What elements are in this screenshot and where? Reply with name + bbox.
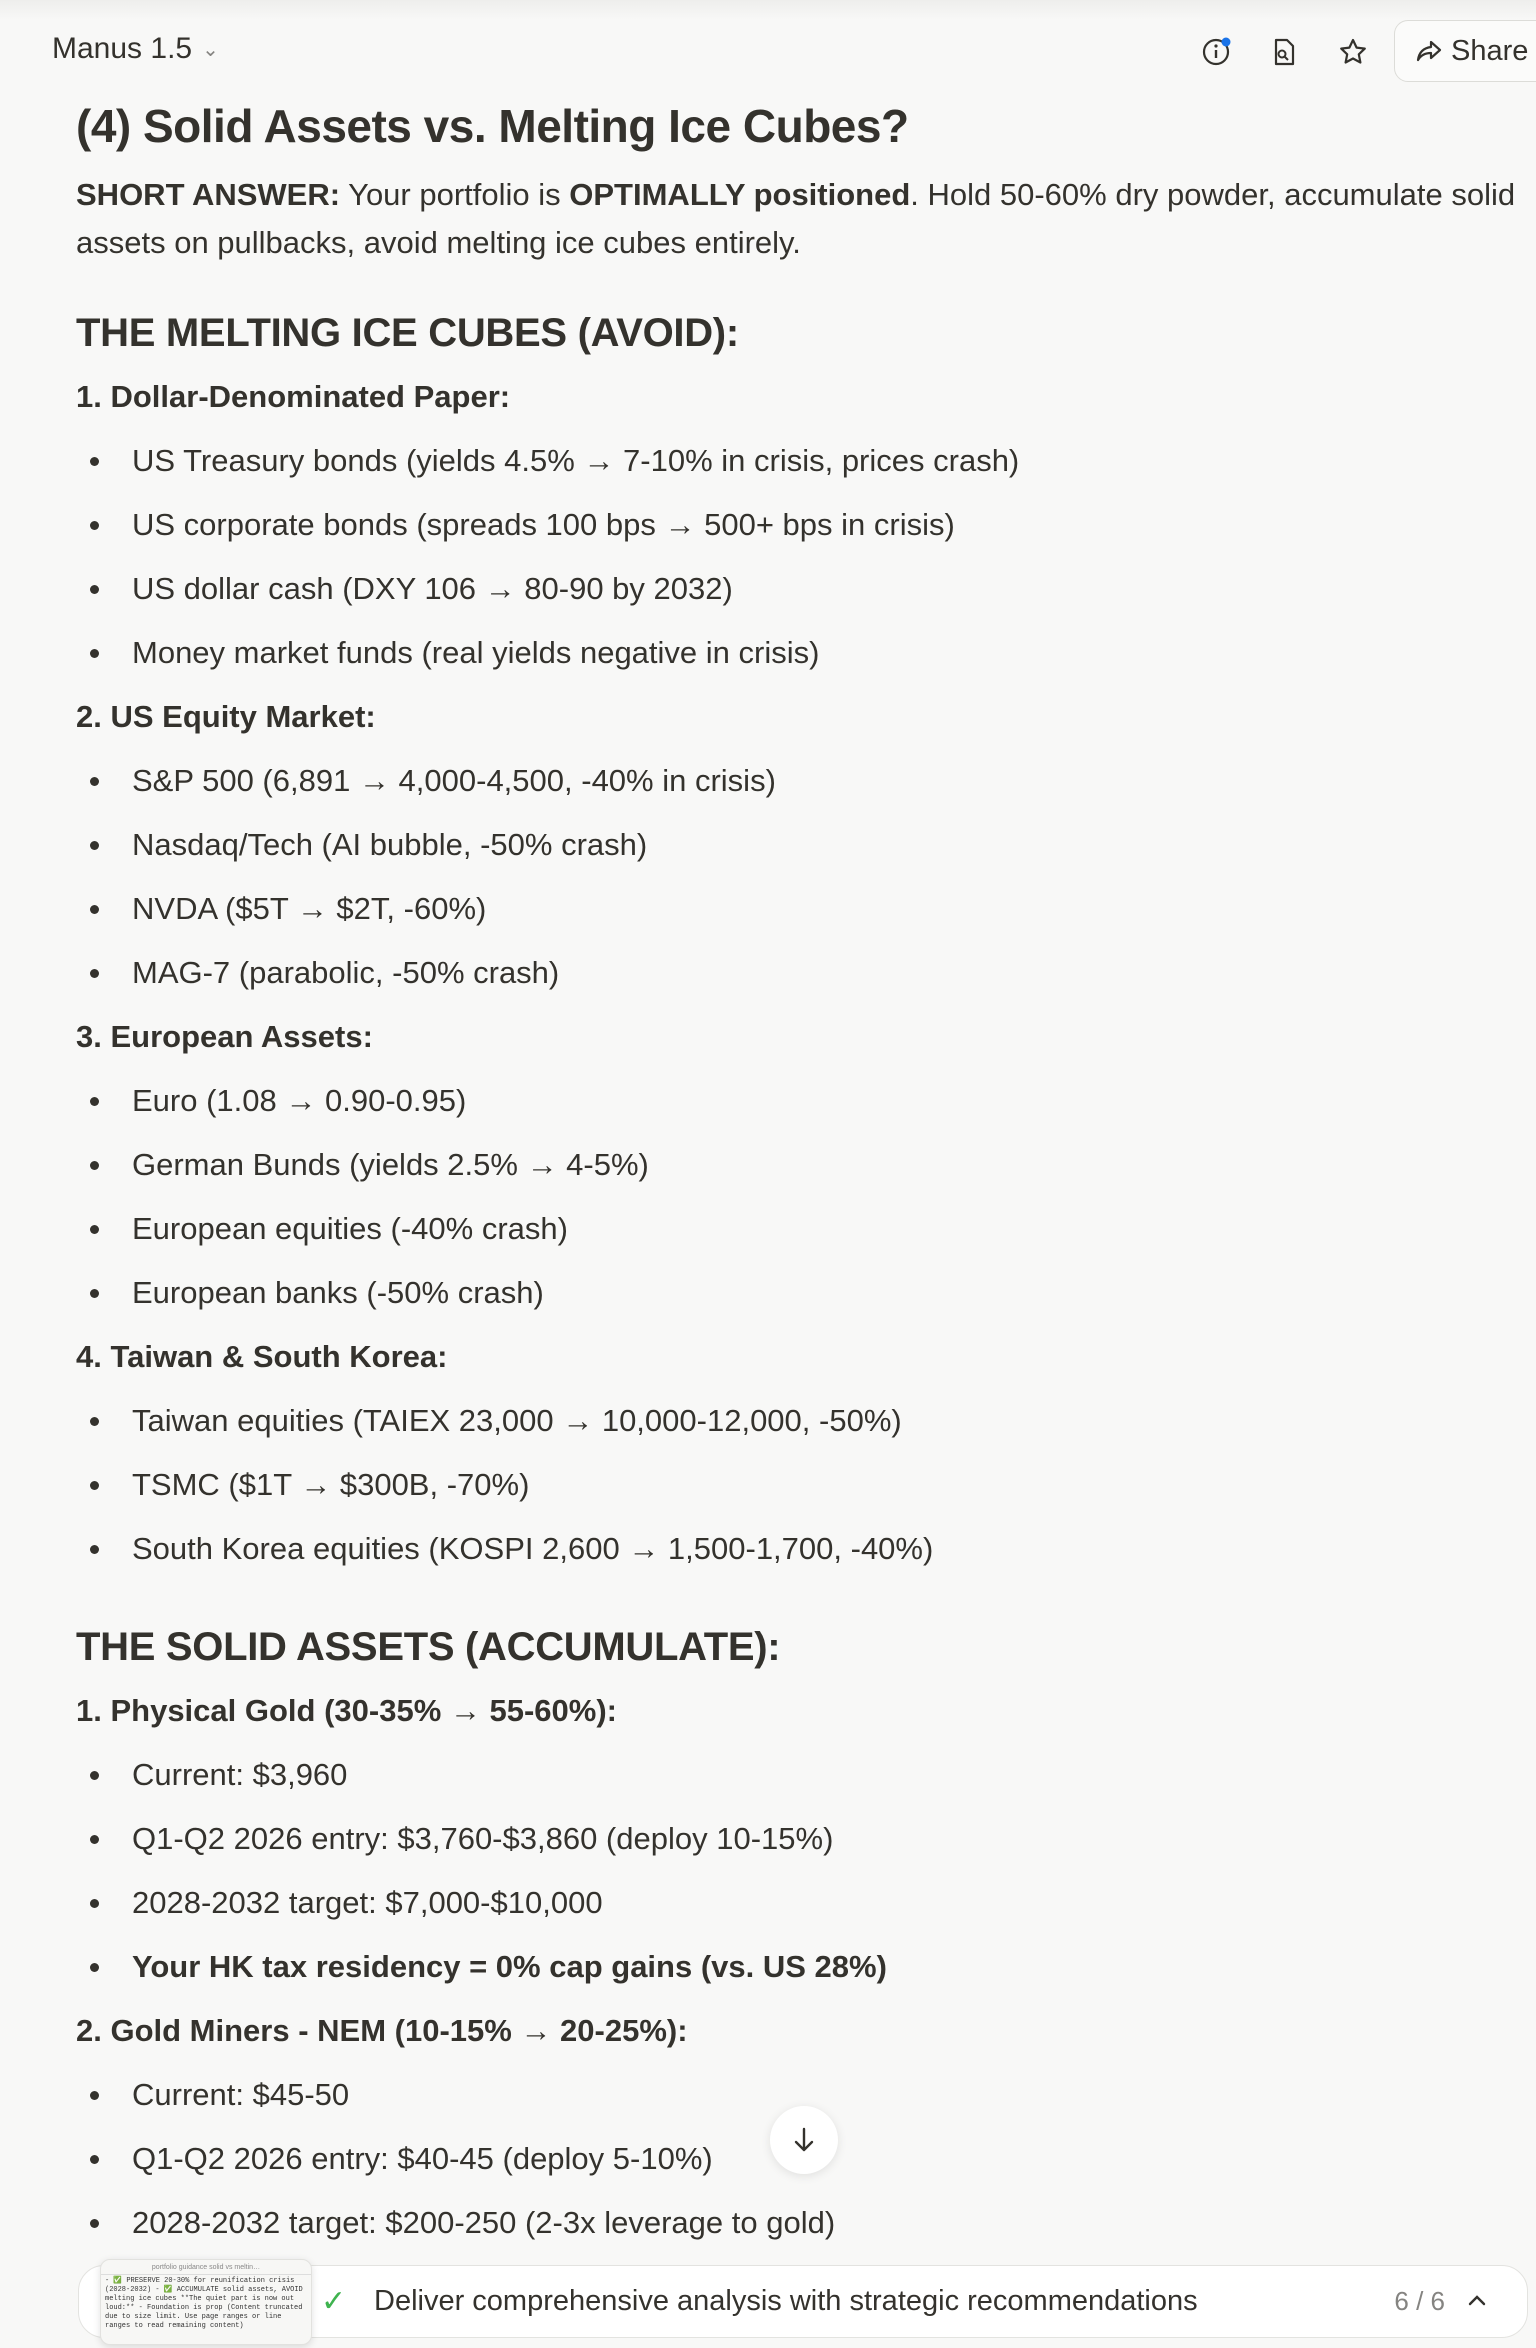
list-item: Euro (1.08 → 0.90-0.95) <box>76 1069 1516 1133</box>
share-label: Share <box>1451 34 1529 67</box>
short-answer-emphasis: OPTIMALLY positioned <box>569 177 911 212</box>
share-button[interactable] <box>1394 20 1536 82</box>
short-answer-text: . Hold 50-60% dry powder, accumulate solid assets on pullbacks, avoid melting ice cubes entirely. <box>76 177 1516 260</box>
file-preview-thumbnail[interactable] <box>100 2259 312 2345</box>
list-item: German Bunds (yields 2.5% → 4-5%) <box>76 1133 1516 1197</box>
info-button[interactable] <box>1198 34 1234 70</box>
thumbnail-title: portfolio guidance solid vs meltin… <box>101 2260 311 2275</box>
list-item: NVDA ($5T → $2T, -60%) <box>76 877 1516 941</box>
short-answer-label: SHORT ANSWER: <box>76 177 341 212</box>
document-content <box>76 94 1516 2255</box>
list-item: European equities (-40% crash) <box>76 1197 1516 1261</box>
scroll-to-bottom-button[interactable] <box>770 2106 838 2174</box>
list-item: Current: $45-50 <box>76 2063 1516 2127</box>
list-item: European banks (-50% crash) <box>76 1261 1516 1325</box>
current-task: Deliver comprehensive analysis with strategic recommendations <box>374 2285 1198 2317</box>
star-icon <box>1337 36 1369 68</box>
group-title: 1. Dollar-Denominated Paper: <box>76 379 511 414</box>
thumbnail-body: - ✅ PRESERVE 20-30% for reunification crisis (2028-2032) - ✅ ACCUMULATE solid assets, AVOID melting ice cubes **The quiet part is now out loud:** - Foundation is prop (Content truncated due to size limit. Use page ranges or line ranges to read remaining content) <box>105 2277 303 2330</box>
group-title: 3. European Assets: <box>76 1019 373 1054</box>
group-title: 4. Taiwan & South Korea: <box>76 1339 448 1374</box>
model-name: Manus 1.5 <box>52 32 193 65</box>
arrow-down-icon <box>789 2125 819 2155</box>
short-answer-text: Your portfolio is <box>340 177 570 212</box>
list-item: MAG-7 (parabolic, -50% crash) <box>76 941 1516 1005</box>
group-title: 1. Physical Gold (30-35% → 55-60%): <box>76 1693 617 1728</box>
list-item: Q1-Q2 2026 entry: $3,760-$3,860 (deploy 10-15%) <box>76 1807 1516 1871</box>
list-item: Taiwan equities (TAIEX 23,000 → 10,000-12,000, -50%) <box>76 1389 1516 1453</box>
chevron-up-icon[interactable] <box>1465 2288 1489 2312</box>
favorite-button[interactable] <box>1335 34 1371 70</box>
info-icon <box>1200 36 1232 68</box>
list-item: S&P 500 (6,891 → 4,000-4,500, -40% in crisis) <box>76 749 1516 813</box>
group-title: 2. US Equity Market: <box>76 699 376 734</box>
task-count: 6 / 6 <box>1394 2286 1445 2316</box>
group-title: 2. Gold Miners - NEM (10-15% → 20-25%): <box>76 2013 688 2048</box>
list-item: 2028-2032 target: $7,000-$10,000 <box>76 1871 1516 1935</box>
list-item: Current: $3,960 <box>76 1743 1516 1807</box>
list-item: Money market funds (real yields negative in crisis) <box>76 621 1516 685</box>
list-item: Nasdaq/Tech (AI bubble, -50% crash) <box>76 813 1516 877</box>
list-item-bold: Your HK tax residency = 0% cap gains (vs. US 28%) <box>76 1935 1516 1999</box>
list-item: 2028-2032 target: $200-250 (2-3x leverage to gold) <box>76 2191 1516 2255</box>
top-shadow <box>0 0 1536 20</box>
model-selector[interactable] <box>52 32 219 66</box>
list-item: US corporate bonds (spreads 100 bps → 500+ bps in crisis) <box>76 493 1516 557</box>
chevron-down-icon: ⌄ <box>202 38 219 61</box>
short-answer <box>76 171 1516 267</box>
list-item: TSMC ($1T → $300B, -70%) <box>76 1453 1516 1517</box>
page-title: (4) Solid Assets vs. Melting Ice Cubes? <box>76 100 909 152</box>
check-icon: ✓ <box>321 2285 347 2318</box>
list-item: South Korea equities (KOSPI 2,600 → 1,500-1,700, -40%) <box>76 1517 1516 1581</box>
share-icon <box>1415 37 1443 65</box>
sections <box>76 301 1516 2255</box>
list-item: US Treasury bonds (yields 4.5% → 7-10% in crisis, prices crash) <box>76 429 1516 493</box>
section-heading: THE SOLID ASSETS (ACCUMULATE): <box>76 1625 781 1669</box>
file-search-button[interactable] <box>1266 34 1302 70</box>
list-item: US dollar cash (DXY 106 → 80-90 by 2032) <box>76 557 1516 621</box>
file-search-icon <box>1269 36 1299 68</box>
list-item: Q1-Q2 2026 entry: $40-45 (deploy 5-10%) <box>76 2127 1516 2191</box>
section-heading: THE MELTING ICE CUBES (AVOID): <box>76 311 739 355</box>
